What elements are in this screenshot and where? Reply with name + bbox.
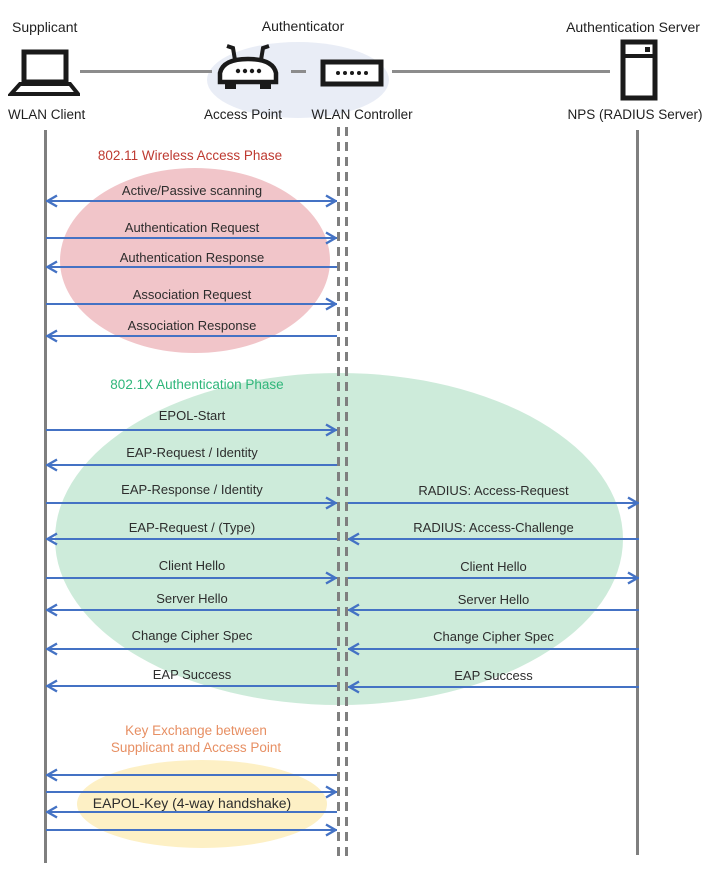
message-arrow — [46, 260, 337, 274]
device-access-point: Access Point — [203, 107, 283, 122]
message-arrow — [46, 532, 337, 546]
role-authentication-server: Authentication Server — [566, 19, 700, 35]
message-arrow — [46, 679, 337, 693]
message-arrow — [46, 458, 337, 472]
message-label: EAP Success — [152, 667, 232, 682]
message-arrow — [348, 532, 639, 546]
handshake-label: EAPOL-Key (4-way handshake) — [92, 795, 292, 811]
handshake-arrow — [46, 823, 337, 837]
message-label: Change Cipher Spec — [433, 629, 554, 644]
phase3-title: Key Exchange between Supplicant and Access Point — [110, 723, 282, 755]
handshake-arrow — [46, 805, 337, 819]
message-arrow — [46, 194, 337, 208]
lifeline-authenticator-right — [345, 127, 348, 856]
message-arrow — [46, 297, 337, 311]
message-label: EAP-Response / Identity — [121, 482, 263, 497]
lifeline-authenticator-left — [337, 127, 340, 856]
message-label: Association Request — [132, 287, 252, 302]
message-label: Authentication Request — [124, 220, 260, 235]
message-arrow — [46, 423, 337, 437]
role-supplicant: Supplicant — [12, 19, 78, 35]
message-label: Change Cipher Spec — [131, 628, 253, 643]
controller-box-icon — [320, 59, 384, 87]
message-arrow — [46, 603, 337, 617]
message-label: EPOL-Start — [158, 408, 226, 423]
message-label: EAP-Request / Identity — [126, 445, 258, 460]
message-label: EAP Success — [454, 668, 533, 683]
connector-ap-controller — [291, 70, 306, 73]
message-label: RADIUS: Access-Challenge — [413, 520, 574, 535]
message-arrow — [46, 496, 337, 510]
laptop-icon — [8, 48, 80, 98]
message-label: Client Hello — [460, 559, 527, 574]
wireless-router-icon — [214, 42, 282, 94]
server-icon — [619, 39, 659, 101]
message-arrow — [348, 603, 639, 617]
phase2-title: 802.1X Authentication Phase — [110, 377, 284, 392]
message-arrow — [46, 642, 337, 656]
device-wlan-controller: WLAN Controller — [311, 107, 413, 122]
phase1-title: 802.11 Wireless Access Phase — [97, 148, 283, 163]
message-label: EAP-Request / (Type) — [128, 520, 256, 535]
message-label: Server Hello — [156, 591, 228, 606]
message-arrow — [348, 680, 639, 694]
message-arrow — [46, 231, 337, 245]
message-arrow — [46, 329, 337, 343]
message-arrow — [46, 571, 337, 585]
handshake-arrow — [46, 768, 337, 782]
message-arrow — [348, 496, 639, 510]
role-authenticator: Authenticator — [261, 18, 345, 34]
connector-controller-server — [392, 70, 610, 73]
message-label: Authentication Response — [119, 250, 265, 265]
device-nps-radius-server: NPS (RADIUS Server) — [567, 107, 703, 122]
message-label: Association Response — [127, 318, 257, 333]
message-label: Server Hello — [457, 592, 530, 607]
connector-client-ap — [80, 70, 212, 73]
message-label: Client Hello — [158, 558, 226, 573]
message-label: Active/Passive scanning — [121, 183, 263, 198]
message-label: RADIUS: Access-Request — [418, 483, 569, 498]
message-arrow — [348, 571, 639, 585]
message-arrow — [348, 642, 639, 656]
device-wlan-client: WLAN Client — [8, 107, 86, 122]
